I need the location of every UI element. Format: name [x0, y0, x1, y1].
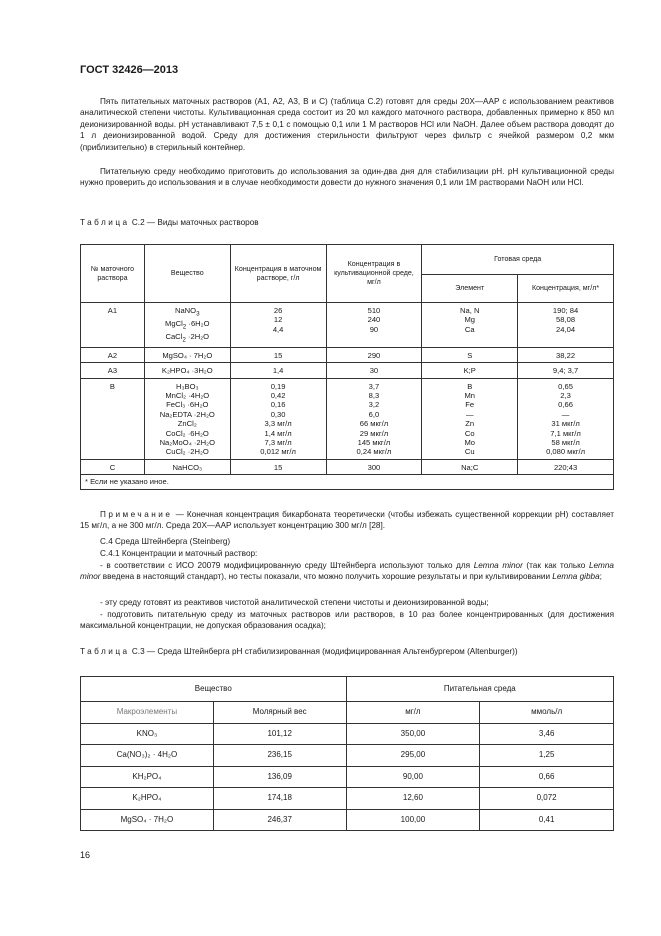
header-conc-ready: Концентрация, мг/л* — [518, 275, 614, 303]
cell-mmol: 0,072 — [480, 788, 614, 810]
cell-substances — [144, 303, 230, 348]
table-row-a3 — [81, 363, 614, 378]
header-element: Элемент — [422, 275, 518, 303]
header-mmol: ммоль/л — [480, 702, 614, 724]
header-conc-stock: Концентрация в маточном растворе, г/л — [230, 245, 326, 303]
cell-mgl: 100,00 — [346, 809, 480, 831]
cell-no: А3 — [81, 363, 145, 378]
cell-cult: 3,7 8,3 3,2 6,0 66 мкг/л 29 мкг/л 145 мкг/л 0,24 мкг/л — [326, 378, 422, 459]
cell-element: K;P — [422, 363, 518, 378]
cell-mw: 101,12 — [213, 723, 346, 745]
table-c3-caption-word: Таблица — [80, 647, 130, 656]
cell-name: Ca(NO₃)₂ · 4H₂O — [81, 745, 214, 767]
table-row — [81, 788, 614, 810]
cell-ready: 38,22 — [518, 347, 614, 362]
cell-cult: 300 — [326, 459, 422, 474]
cell-name: KH₂PO₄ — [81, 766, 214, 788]
note-text: — Конечная концентрация бикарбоната теоретически (чтобы избежать существенной коррекции рН) составляет 15 мг/л, а не 300 мг/л. Среда 20Х—ААР использует концентрацию 300 мг/л [28]. — [80, 510, 614, 531]
cell-substance: MgSO₄ · 7H₂O — [144, 347, 230, 362]
cell-mmol: 3,46 — [480, 723, 614, 745]
section-c4-bullet-1: - в соответствии с ИСО 20079 модифицированную среду Штейнберга используют только для Lemna minor (так как только Lemna minor введена в настоящий стандарт), но тесты показали, что можно получить хорошие результаты и при культивировании Lemna gibba; — [80, 561, 614, 582]
table-c3-caption — [80, 647, 610, 658]
table-row-a2 — [81, 347, 614, 362]
cell-element: Na, N Mg Ca — [422, 303, 518, 348]
cell-no: А1 — [81, 303, 145, 348]
cell-cult: 290 — [326, 347, 422, 362]
table-row — [81, 745, 614, 767]
cell-mgl: 12,60 — [346, 788, 480, 810]
cell-name: K₂HPO₄ — [81, 788, 214, 810]
table-c2-caption-word: Таблица — [80, 218, 130, 227]
substance-formula: NaNO$_3$ — [174, 306, 200, 318]
cell-name: MgSO₄ · 7H₂O — [81, 809, 214, 831]
header-ready-medium: Готовая среда — [422, 245, 614, 275]
intro-paragraph-1: Пять питательных маточных растворов (А1, А2, А3, В и С) (таблица С.2) готовят для среды 20Х—ААР с использованием реактивов аналитической степени чистоты. Культивационная среда состоит из 20 мл каждого маточного раствора, добавленных примерно к 850 мл деионизированной воды. рН устанавливают 7,5 ± 0,1 с помощью 0,1 или 1 М растворов HCl или NaOH. Далее объем раствора доводят до 1 л деионизированной водой. Среду для достижения стерильности фильтруют через фильтр с ячейкой размером 0,2 мкм (приблизительно) в стерильный контейнер. — [80, 97, 614, 152]
cell-element: B Mn Fe — Zn Co Mo Cu — [422, 378, 518, 459]
cell-mw: 246,37 — [213, 809, 346, 831]
table-c3-caption-text: С.3 — Среда Штейнберга рН стабилизированная (модифицированная Альтенбургером (Altenburger)) — [131, 647, 518, 656]
cell-mgl: 90,00 — [346, 766, 480, 788]
cell-substances: H₃BO₃ MnCl₂ ·4H₂O FeCl₃ ·6H₂O Na₂EDTA ·2H₂O ZnCl₂ CoCl₂ ·6H₂O Na₂MoO₄ ·2H₂O CuCl₂ ·2H₂O — [144, 378, 230, 459]
table-row — [81, 766, 614, 788]
cell-stock: 26 12 4,4 — [230, 303, 326, 348]
cell-substance: NaHCO₃ — [144, 459, 230, 474]
cell-stock: 15 — [230, 459, 326, 474]
cell-no: А2 — [81, 347, 145, 362]
cell-mmol: 0,66 — [480, 766, 614, 788]
header-substance: Вещество — [144, 245, 230, 303]
table-c2 — [80, 244, 614, 490]
table-row — [81, 809, 614, 831]
header-stock-no: № маточного раствора — [81, 245, 145, 303]
cell-mw: 174,18 — [213, 788, 346, 810]
header-medium: Питательная среда — [346, 677, 613, 702]
table-row-b — [81, 378, 614, 459]
cell-substance: K₂HPO₄ ·3H₂O — [144, 363, 230, 378]
cell-mw: 136,09 — [213, 766, 346, 788]
section-c4-bullet-2: - эту среду готовят из реактивов чистотой аналитической степени чистоты и деионизированной воды; — [100, 598, 489, 607]
cell-mmol: 1,25 — [480, 745, 614, 767]
cell-ready: 190; 84 58,08 24,04 — [518, 303, 614, 348]
section-c4-title: С.4 Среда Штейнберга (Steinberg) — [100, 537, 231, 546]
section-c4-bullet-3: - подготовить питательную среду из маточных растворов или растворов, в 10 раз более концентрированных (для достижения максимальной концентрации, не допуская образования осадка); — [80, 610, 614, 631]
cell-cult: 30 — [326, 363, 422, 378]
cell-no: С — [81, 459, 145, 474]
cell-mw: 236,15 — [213, 745, 346, 767]
cell-stock: 15 — [230, 347, 326, 362]
header-mgl: мг/л — [346, 702, 480, 724]
cell-mgl: 295,00 — [346, 745, 480, 767]
table-footnote: * Если не указано иное. — [81, 475, 614, 489]
cell-no: В — [81, 378, 145, 459]
table-c2-caption-text: С.2 — Виды маточных растворов — [131, 218, 259, 227]
cell-cult: 510 240 90 — [326, 303, 422, 348]
header-substance: Вещество — [81, 677, 347, 702]
cell-ready: 220;43 — [518, 459, 614, 474]
table-c2-caption — [80, 217, 259, 228]
cell-stock: 1,4 — [230, 363, 326, 378]
cell-stock: 0,19 0,42 0,16 0,30 3,3 мг/л 1,4 мг/л 7,3 мг/л 0,012 мг/л — [230, 378, 326, 459]
cell-ready: 0,65 2,3 0,66 — 31 мкг/л 7,1 мкг/л 58 мкг/л 0,080 мкг/л — [518, 378, 614, 459]
cell-mgl: 350,00 — [346, 723, 480, 745]
table-row-c — [81, 459, 614, 474]
table-note — [80, 509, 614, 532]
table-row-a1 — [81, 303, 614, 348]
header-conc-cult: Концентрация в культивационной среде, мг/л — [326, 245, 422, 303]
table-row — [81, 723, 614, 745]
cell-name: KNO₃ — [81, 723, 214, 745]
page-number: 16 — [80, 850, 91, 860]
cell-ready: 9,4; 3,7 — [518, 363, 614, 378]
cell-element: S — [422, 347, 518, 362]
intro-paragraph-2: Питательную среду необходимо приготовить до использования за один-два дня для стабилизации рН. рН культивационной среды нужно проверить до использования и в случае необходимости довести до нужного значения 0,1 или 1М растворами NaOH или HCl. — [80, 167, 614, 188]
substance-formula: MgCl$_2$ ·6H₂O — [165, 318, 210, 331]
substance-formula: CaCl$_2$ ·2H₂O — [165, 331, 210, 344]
header-molar: Молярный вес — [213, 702, 346, 724]
note-word: Примечание — [100, 510, 173, 519]
header-macro: Макроэлементы — [81, 702, 214, 724]
cell-element: Na;C — [422, 459, 518, 474]
cell-mmol: 0,41 — [480, 809, 614, 831]
table-c3 — [80, 676, 614, 831]
page-header: ГОСТ 32426—2013 — [80, 64, 179, 76]
section-c4-1-title: С.4.1 Концентрации и маточный раствор: — [100, 549, 258, 558]
